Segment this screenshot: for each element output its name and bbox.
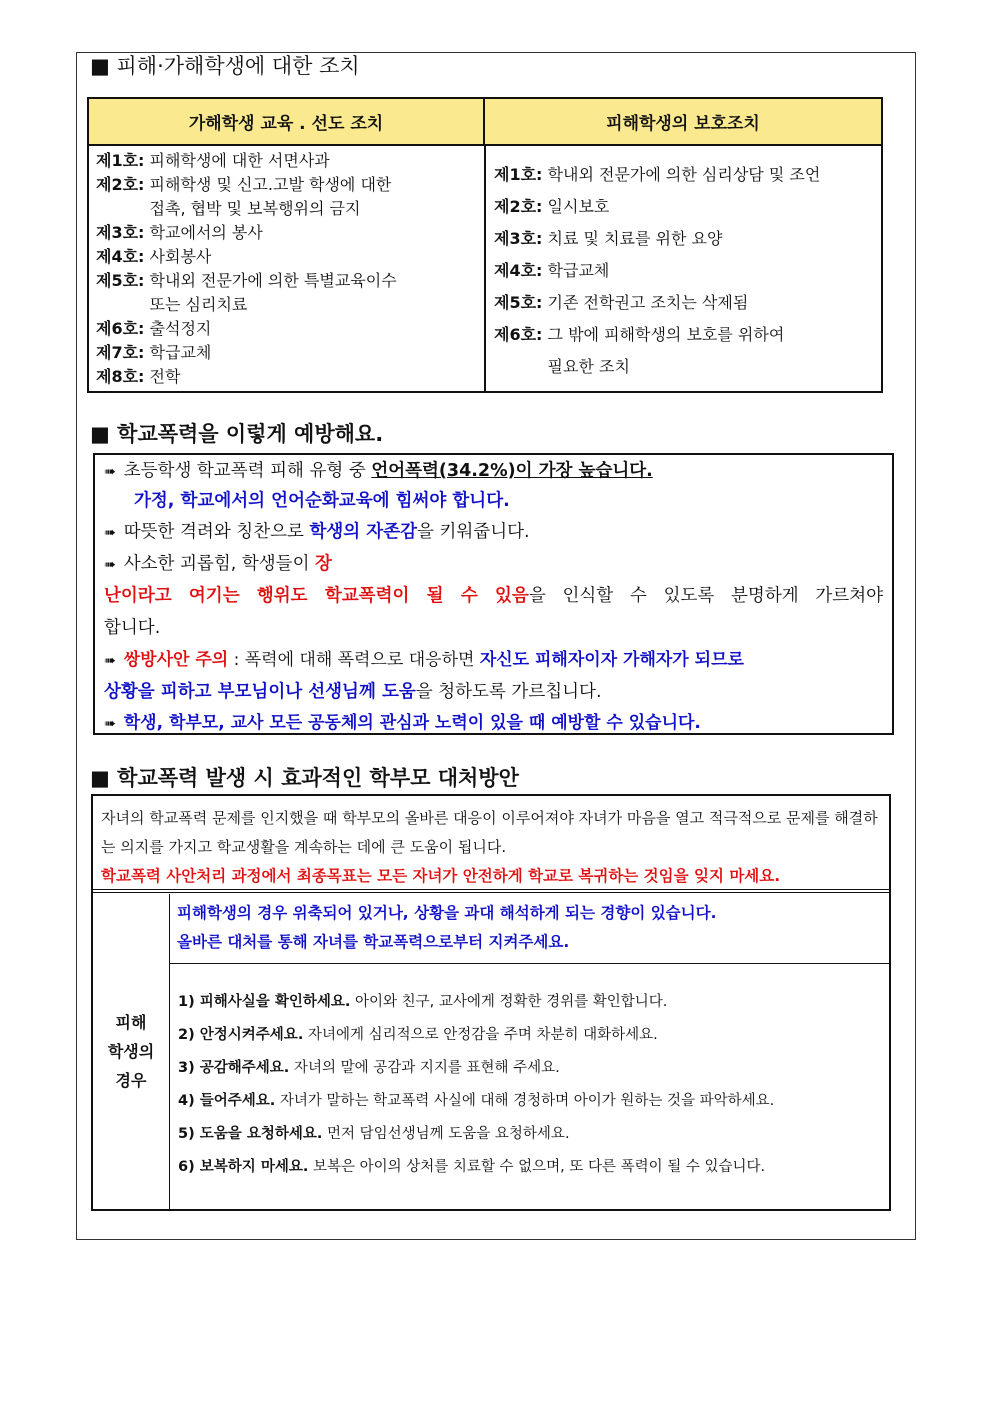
prevention-line-8 [104,676,883,708]
text: : 폭력에 대해 폭력으로 대응하면 [228,650,480,670]
highlight-text: 난이라고 여기는 행위도 학교폭력이 될 수 있음 [104,586,529,606]
list-item [96,149,476,173]
item-number: 제3호: [494,229,543,248]
item-number: 제6호: [96,319,145,338]
item-number: 제1호: [96,151,145,170]
column-divider [484,146,486,391]
list-item [96,173,476,221]
highlight-text: 언어폭력(34.2%)이 가장 높습니다. [371,461,653,481]
prevention-line-2: 가정, 학교에서의 언어순화교육에 힘써야 합니다. [134,491,510,511]
list-item [96,317,476,341]
text: 을 인식할 수 있도록 분명하게 가르쳐야 [528,586,884,606]
text: 사소한 괴롭힘, 학생들이 [123,554,316,574]
arrow-icon: ➠ [104,464,116,480]
step-text: 먼저 담임선생님께 도움을 요청하세요. [322,1126,570,1142]
prevention-line-9 [104,707,883,739]
highlight-text: 상황을 피하고 부모님이나 선생님께 도움 [104,682,416,702]
list-item [178,1118,774,1151]
arrow-icon: ➠ [104,716,116,732]
divider [170,963,889,964]
highlight-text: 학생의 자존감 [309,522,418,542]
highlight-text: 장 [315,554,332,574]
item-number: 제6호: [494,325,543,344]
item-text: 학급교체 [144,343,212,362]
list-item [494,255,884,287]
list-item [494,287,884,319]
item-text: 출석정지 [144,319,212,338]
highlight-text: 학생, 학부모, 교사 모든 공동체의 관심과 노력이 있을 때 예방할 수 있습니다. [123,713,701,733]
item-text: 일시보호 [542,197,610,216]
step-text: 자녀에게 심리적으로 안정감을 주며 차분히 대화하세요. [303,1027,658,1043]
step-text: 자녀가 말하는 학교폭력 사실에 대해 경청하며 아이가 원하는 것을 파악하세요. [275,1093,775,1109]
prevention-line-7 [104,644,883,676]
item-text: 기존 전학권고 조치는 삭제됨 [542,293,749,312]
prevention-line-1 [104,455,883,487]
item-number: 제5호: [96,271,145,290]
section-title-measures: ■ 피해·가해학생에 대한 조치 [90,54,360,78]
intro-paragraph [101,804,881,891]
list-item [178,986,774,1019]
step-title: 6) 보복하지 마세요. [178,1159,309,1175]
intro-text: 자녀의 학교폭력 문제를 인지했을 때 학부모의 올바른 대응이 이루어져야 자녀가 마음을 열고 적극적으로 문제를 해결하는 의지를 가지고 학교생활을 계속하는 데에 큰 도움이 됩니다. [101,809,878,856]
arrow-icon: ➠ [104,557,116,573]
step-title: 3) 공감해주세요. [178,1060,290,1076]
response-steps [178,986,774,1184]
list-item [494,191,884,223]
section-title-parent-response: ■ 학교폭력 발생 시 효과적인 학부모 대처방안 [90,766,519,790]
label-line: 피해 [115,1013,147,1032]
item-number: 제2호: [494,197,543,216]
text: 을 키워줍니다. [417,522,530,542]
note-line: 피해학생의 경우 위축되어 있거나, 상황을 과대 해석하게 되는 경향이 있습니다. [177,904,717,922]
note-line: 올바른 대처를 통해 자녀를 학교폭력으로부터 지켜주세요. [177,933,570,951]
prevention-line-5 [104,580,883,612]
item-text: 피해학생 및 신고.고발 학생에 대한 접촉, 협박 및 보복행위의 금지 [149,175,392,218]
list-item [178,1019,774,1052]
item-text: 학교에서의 봉사 [144,223,263,242]
list-item [96,221,476,245]
measures-table [87,97,883,393]
prevention-line-4 [104,548,883,580]
parent-response-box [91,794,891,1211]
step-title: 1) 피해사실을 확인하세요. [178,994,351,1010]
text: 초등학생 학교폭력 피해 유형 중 [123,461,372,481]
highlight-text: 자신도 피해자이자 가해자가 되므로 [479,650,744,670]
section-title-prevention: ■ 학교폭력을 이렇게 예방해요. [90,422,384,446]
double-divider [93,889,889,893]
list-item [96,365,476,389]
list-item [178,1085,774,1118]
list-item [178,1151,774,1184]
arrow-icon: ➠ [104,525,116,541]
step-text: 보복은 아이의 상처를 치료할 수 없으며, 또 다른 폭력이 될 수 있습니다. [308,1159,766,1175]
step-title: 2) 안정시켜주세요. [178,1027,304,1043]
item-text: 피해학생에 대한 서면사과 [144,151,330,170]
text: 따뜻한 격려와 칭찬으로 [123,522,310,542]
step-text: 자녀의 말에 공감과 지지를 표현해 주세요. [289,1060,560,1076]
victim-protection-header: 피해학생의 보호조치 [485,99,881,146]
list-item [494,223,884,255]
item-number: 제5호: [494,293,543,312]
step-title: 4) 들어주세요. [178,1093,276,1109]
item-number: 제1호: [494,165,543,184]
offender-measures-list [96,149,476,389]
list-item [494,159,884,191]
list-item [96,341,476,365]
item-number: 제7호: [96,343,145,362]
victim-case-note [177,899,716,957]
item-text: 학내외 전문가에 의한 특별교육이수 또는 심리치료 [149,271,397,314]
highlight-text: 쌍방사안 주의 [123,650,229,670]
arrow-icon: ➠ [104,653,116,669]
item-text: 학급교체 [542,261,610,280]
label-line: 학생의 [107,1042,155,1061]
item-number: 제4호: [96,247,145,266]
text: 을 청하도록 가르칩니다. [415,682,602,702]
label-line: 경우 [115,1071,147,1090]
list-item [96,269,476,317]
list-item [96,245,476,269]
item-number: 제8호: [96,367,145,386]
item-number: 제4호: [494,261,543,280]
list-item [494,319,884,383]
intro-warning: 학교폭력 사안처리 과정에서 최종목표는 모든 자녀가 안전하게 학교로 복귀하는 것임을 잊지 마세요. [101,867,781,885]
offender-measures-header: 가해학생 교육 . 선도 조치 [89,99,485,146]
item-text: 치료 및 치료를 위한 요양 [542,229,723,248]
item-number: 제2호: [96,175,145,194]
list-item [178,1052,774,1085]
prevention-box [93,453,894,735]
item-number: 제3호: [96,223,145,242]
prevention-line-3 [104,516,883,548]
victim-protection-list [494,159,884,383]
step-title: 5) 도움을 요청하세요. [178,1126,323,1142]
step-text: 아이와 친구, 교사에게 정확한 경위를 확인합니다. [350,994,668,1010]
item-text: 학내외 전문가에 의한 심리상담 및 조언 [542,165,821,184]
item-text: 전학 [144,367,181,386]
item-text: 그 밖에 피해학생의 보호를 위하여 필요한 조치 [547,325,785,376]
item-text: 사회봉사 [144,247,212,266]
victim-case-label [93,894,170,1209]
prevention-line-6: 합니다. [104,618,161,638]
